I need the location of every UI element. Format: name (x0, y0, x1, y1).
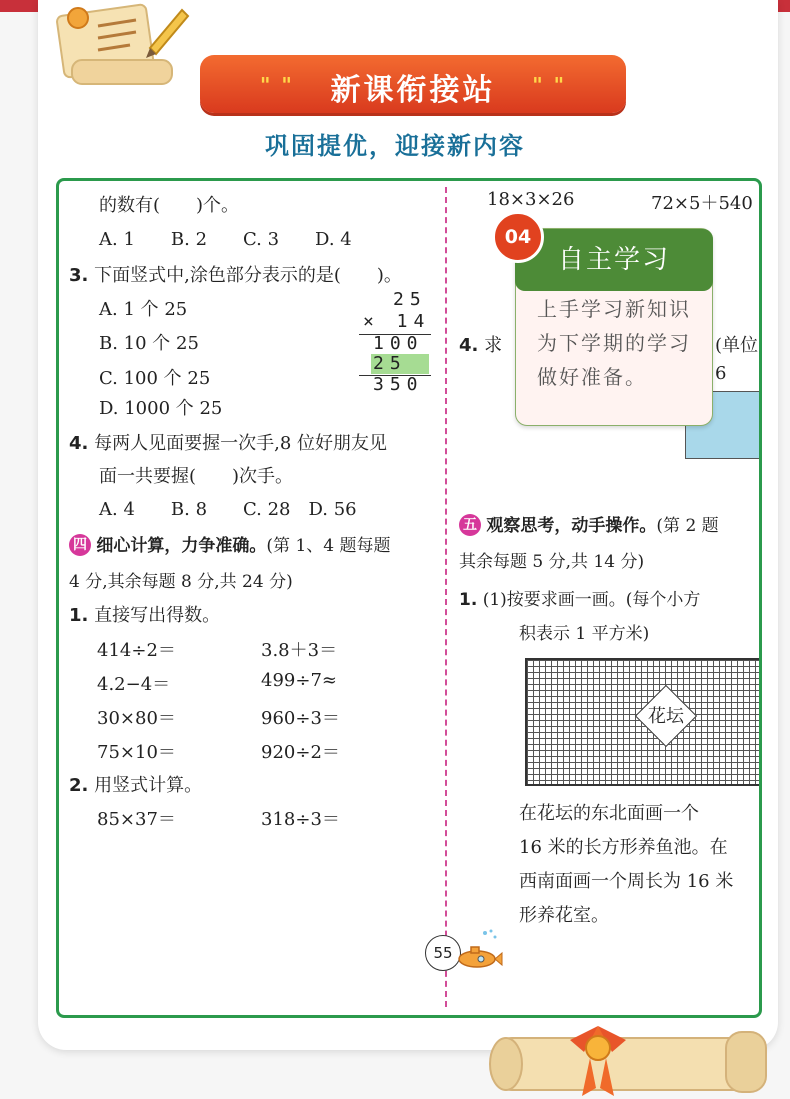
section-note: (第 2 题 (656, 516, 719, 536)
calc-item: 499÷7≈ (261, 670, 337, 691)
question-line: 的数有( )个。 (99, 195, 240, 216)
question-number: 4. (69, 433, 89, 454)
question-number: 1. (459, 590, 478, 610)
expression: 72×5＋540 (651, 193, 753, 214)
section-title: 细心计算，力争准确。 (96, 536, 267, 556)
question-text: 直接写出得数。 (94, 605, 221, 626)
section-banner (200, 55, 626, 113)
expression: 18×3×26 (487, 189, 575, 210)
flower-bed-label: 花坛 (648, 706, 684, 727)
self-study-text: 上手学习新知识 (537, 297, 691, 321)
self-study-badge: 04 (492, 211, 544, 263)
section-five-heading (459, 511, 719, 536)
worksheet-frame (56, 178, 762, 1018)
vm-partial-1: 100 (373, 333, 424, 354)
self-study-text: 做好准备。 (537, 365, 647, 389)
section-note-cont: 4 分,其余每题 8 分,共 24 分) (69, 572, 293, 592)
column-divider (445, 187, 447, 1007)
self-study-title: 自主学习 (515, 229, 713, 291)
question-line: 面一共要握( )次手。 (99, 466, 294, 487)
ribbon-scroll-icon (486, 1018, 776, 1098)
question-number: 3. (69, 265, 89, 286)
section-badge: 四 (69, 534, 91, 556)
calc-item: 85×37＝ (97, 809, 176, 830)
question-text-cont: 积表示 1 平方米) (519, 624, 650, 644)
calc-item: 414÷2＝ (97, 640, 176, 661)
question-number: 1. (69, 605, 89, 626)
task-line: 形养花室。 (519, 905, 609, 926)
calc-item: 30×80＝ (97, 708, 176, 729)
question-number: 2. (69, 775, 89, 796)
task-line: 在花坛的东北面画一个 (519, 803, 699, 824)
submarine-icon (455, 927, 503, 973)
option-c: C. 100 个 25 (99, 368, 211, 389)
question-text: (1)按要求画一画。(每个小方 (482, 590, 701, 610)
banner-title: 新课衔接站 (330, 73, 496, 108)
calc-item: 75×10＝ (97, 742, 176, 763)
calc-item: 960÷3＝ (261, 708, 340, 729)
vm-partial-2: 25 (373, 353, 407, 374)
question-text: 用竖式计算。 (94, 775, 203, 796)
question-text: 下面竖式中,涂色部分表示的是( )。 (94, 265, 402, 286)
vm-product: 350 (373, 374, 424, 395)
banner-mark-right: " " (532, 73, 566, 97)
self-study-text: 为下学期的学习 (537, 331, 691, 355)
calc-item: 3.8＋3＝ (261, 640, 338, 661)
option-d: D. 1000 个 25 (99, 398, 223, 419)
question-text: 求 (484, 335, 503, 356)
vm-multiplicand: 25 (393, 289, 427, 310)
answer-options: A. 1 B. 2 C. 3 D. 4 (99, 229, 352, 250)
page-subtitle: 巩固提优，迎接新内容 (265, 132, 525, 160)
question-number: 4. (459, 335, 479, 356)
calc-item: 318÷3＝ (261, 809, 340, 830)
calc-item: 920÷2＝ (261, 742, 340, 763)
section-title: 观察思考，动手操作。 (486, 516, 657, 536)
task-line: 16 米的长方形养鱼池。在 (519, 837, 728, 858)
task-line: 西南面画一个周长为 16 米 (519, 871, 734, 892)
question-text: 每两人见面要握一次手,8 位好朋友见 (94, 433, 388, 454)
option-b: B. 10 个 25 (99, 333, 199, 354)
question-unit: (单位 (715, 335, 759, 356)
page-number: 55 (425, 935, 461, 971)
section-note-cont: 其余每题 5 分,共 14 分) (459, 552, 645, 572)
section-badge: 五 (459, 514, 481, 536)
section-note: (第 1、4 题每题 (266, 536, 391, 556)
vm-multiplier: × 14 (363, 311, 431, 332)
banner-mark-left: " " (260, 73, 294, 97)
calc-item: 4.2−4＝ (97, 674, 171, 695)
certificate-scroll-icon (50, 0, 190, 100)
figure-label: 6 (715, 363, 727, 384)
answer-options: A. 4 B. 8 C. 28 D. 56 (99, 499, 357, 520)
option-a: A. 1 个 25 (99, 299, 188, 320)
section-four-heading (69, 531, 390, 556)
